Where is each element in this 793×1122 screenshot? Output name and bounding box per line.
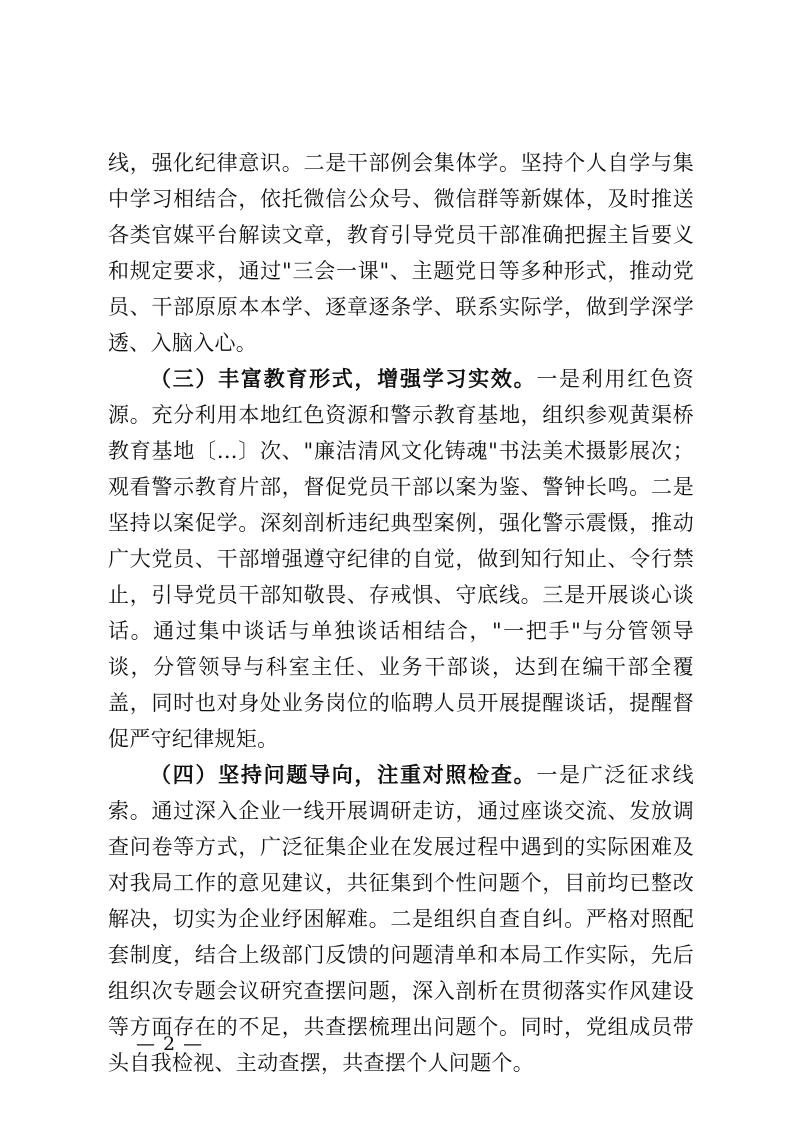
- paragraph-continuation: [108, 145, 694, 361]
- section-heading: （三）丰富教育形式，增强学习实效。: [150, 366, 537, 391]
- paragraph-section-3: [108, 361, 694, 757]
- page-number: — 2 —: [136, 1033, 204, 1055]
- paragraph-text: 线，强化纪律意识。二是干部例会集体学。坚持个人自学与集中学习相结合，依托微信公众号、微信群等新媒体，及时推送各类官媒平台解读文章，教育引导党员干部准确把握主旨要义和规定要求，通过"三会一课"、主题党日等多种形式，推动党员、干部原原本本学、逐章逐条学、联系实际学，做到学深学透、入脑入心。: [108, 151, 694, 355]
- paragraph-text: 一是广泛征求线索。通过深入企业一线开展调研走访，通过座谈交流、发放调查问卷等方式，广泛征集企业在发展过程中遇到的实际困难及对我局工作的意见建议，共征集到个性问题个，目前均已整改解决，切实为企业纾困解难。二是组织自查自纠。严格对照配套制度，结合上级部门反馈的问题清单和本局工作实际，先后组织次专题会议研究查摆问题，深入剖析在贯彻落实作风建设等方面存在的不足，共查摆梳理出问题个。同时，党组成员带头自我检视、主动查摆，共查摆个人问题个。: [108, 763, 694, 1075]
- body-text: [108, 145, 694, 1081]
- paragraph-text: 一是利用红色资源。充分利用本地红色资源和警示教育基地，组织参观黄渠桥教育基地〔...〕次、"廉洁清风文化铸魂"书法美术摄影展次；观看警示教育片部，督促党员干部以案为鉴、警钟长鸣。二是坚持以案促学。深刻剖析违纪典型案例，强化警示震慑，推动广大党员、干部增强遵守纪律的自觉，做到知行知止、令行禁止，引导党员干部知敬畏、存戒惧、守底线。三是开展谈心谈话。通过集中谈话与单独谈话相结合，"一把手"与分管领导谈，分管领导与科室主任、业务干部谈，达到在编干部全覆盖，同时也对身处业务岗位的临聘人员开展提醒谈话，提醒督促严守纪律规矩。: [108, 367, 694, 751]
- section-heading: （四）坚持问题导向，注重对照检查。: [150, 762, 537, 787]
